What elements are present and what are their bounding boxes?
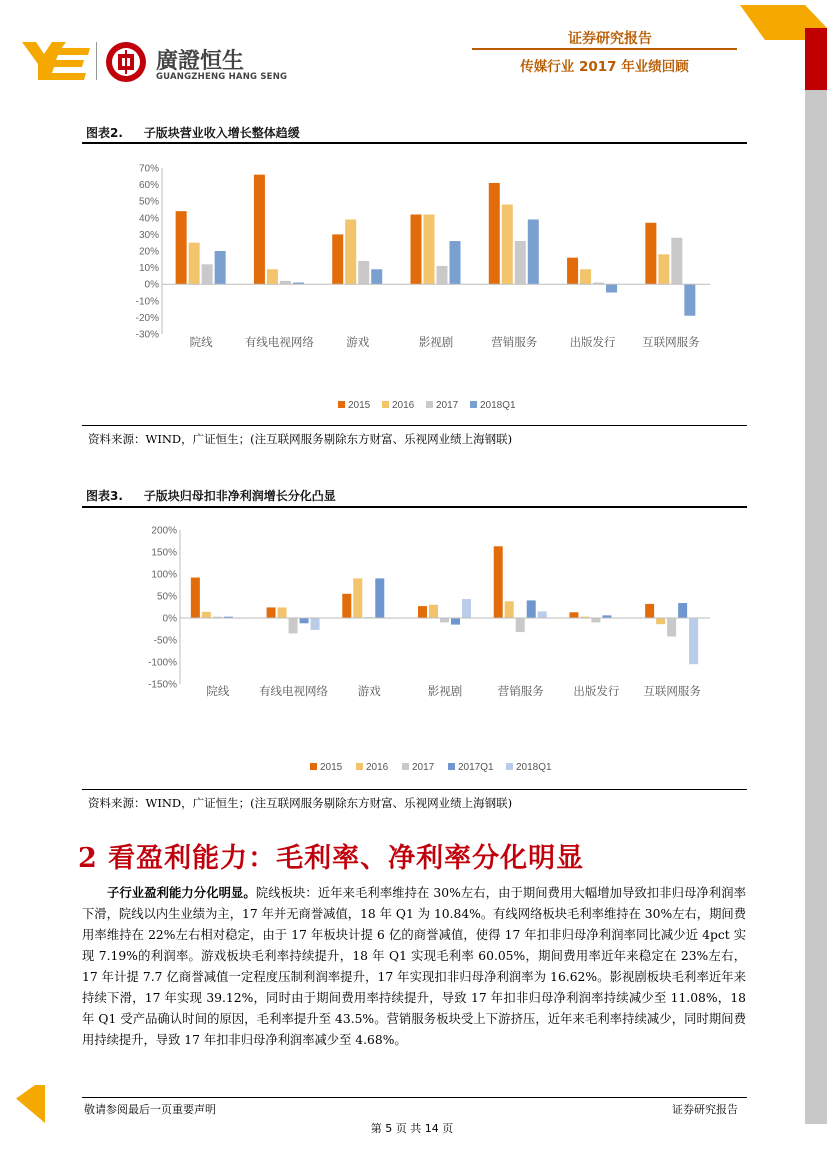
y-tick-label: 0%: [162, 613, 177, 625]
y-tick-label: -20%: [135, 312, 159, 324]
legend-label: 2017: [412, 762, 435, 773]
bar-2017: [440, 618, 449, 622]
legend-swatch-2018Q1: [506, 763, 513, 770]
bar-2016: [580, 269, 591, 284]
footer-disclaimer: 敬请参阅最后一页重要声明: [84, 1103, 216, 1116]
legend-label: 2017Q1: [458, 762, 494, 773]
figure3-source: 资料来源：WIND，广证恒生；(注互联网服务剔除东方财富、乐视网业绩上海钢联): [88, 796, 513, 810]
bar-2015: [418, 606, 427, 618]
bar-2015: [267, 607, 276, 618]
y-tick-label: 50%: [156, 591, 177, 603]
legend-swatch-2016: [382, 401, 389, 408]
legend-label: 2018Q1: [516, 762, 552, 773]
figure2-chart: [82, 150, 747, 422]
bar-2015: [332, 234, 343, 284]
y-tick-label: 200%: [151, 525, 177, 537]
side-bar: [805, 88, 827, 1124]
category-label: 出版发行: [573, 684, 620, 698]
bar-2016: [656, 618, 665, 624]
figure3-top-rule: [82, 506, 747, 508]
bar-2015: [411, 214, 422, 284]
bar-2017: [202, 264, 213, 284]
y-tick-label: -30%: [135, 329, 159, 341]
category-label: 有线电视网络: [244, 335, 314, 349]
y-tick-label: 100%: [151, 569, 177, 581]
legend-label: 2015: [320, 762, 343, 773]
bar-2016: [658, 254, 669, 284]
bar-2016: [424, 214, 435, 284]
category-label: 影视剧: [427, 684, 463, 698]
figure2-top-rule: [82, 142, 747, 144]
bar-2018Q1: [528, 219, 539, 284]
category-label: 游戏: [357, 684, 381, 698]
legend-swatch-2015: [310, 763, 317, 770]
bar-2018Q1: [450, 241, 461, 284]
bar-2017Q1: [678, 603, 687, 618]
bar-2018Q1: [462, 599, 471, 618]
category-label: 游戏: [346, 335, 370, 349]
y-tick-label: -10%: [135, 296, 159, 308]
y-tick-label: 150%: [151, 547, 177, 559]
bar-2017Q1: [451, 618, 460, 625]
category-label: 出版发行: [569, 335, 616, 349]
category-label: 互联网服务: [642, 335, 700, 349]
y-tick-label: 40%: [138, 213, 159, 225]
legend-swatch-2018Q1: [470, 401, 477, 408]
legend-label: 2015: [348, 400, 371, 411]
y-tick-label: -150%: [148, 679, 177, 691]
corner-decoration-top-right: [735, 0, 827, 90]
bar-2016: [278, 607, 287, 618]
figure2-title: 图表2. 子版块营业收入增长整体趋缓: [86, 126, 300, 140]
bar-2015: [254, 175, 265, 285]
bar-2018Q1: [538, 611, 547, 618]
bar-2017: [358, 261, 369, 284]
y-tick-label: 50%: [138, 196, 159, 208]
bar-2015: [569, 612, 578, 618]
bar-2018Q1: [311, 618, 320, 630]
bar-2018Q1: [215, 251, 226, 284]
bar-2015: [645, 223, 656, 284]
category-label: 院线: [206, 684, 230, 698]
category-label: 有线电视网络: [259, 684, 329, 698]
figure2-bottom-rule: [82, 425, 747, 426]
category-label: 影视剧: [418, 335, 454, 349]
bar-2016: [353, 578, 362, 618]
figure3-bottom-rule: [82, 789, 747, 790]
y-tick-label: 0%: [144, 279, 159, 291]
legend-label: 2016: [366, 762, 389, 773]
corner-decoration-bottom-left: [0, 1085, 45, 1125]
bar-2015: [494, 546, 503, 618]
legend-swatch-2017Q1: [448, 763, 455, 770]
legend-label: 2018Q1: [480, 400, 516, 411]
bar-2018Q1: [684, 284, 695, 316]
bar-2016: [505, 601, 514, 618]
legend-swatch-2016: [356, 763, 363, 770]
legend-swatch-2017: [426, 401, 433, 408]
bar-2016: [202, 612, 211, 618]
category-label: 院线: [189, 335, 213, 349]
body-lead: 子行业盈利能力分化明显。: [107, 885, 256, 900]
logo-english-name: GUANGZHENG HANG SENG: [156, 72, 288, 82]
bar-2016: [267, 269, 278, 284]
category-label: 营销服务: [491, 335, 538, 349]
bar-2015: [489, 183, 500, 284]
legend-swatch-2017: [402, 763, 409, 770]
y-tick-label: 10%: [138, 263, 159, 275]
bar-2016: [502, 205, 513, 285]
bar-2017: [671, 238, 682, 284]
header-report-type: 证券研究报告: [568, 31, 652, 47]
legend-label: 2017: [436, 400, 459, 411]
bar-2017: [667, 618, 676, 636]
bar-2017Q1: [375, 578, 384, 618]
logo-chinese-name: 廣證恒生: [156, 49, 245, 74]
bar-2017: [437, 266, 448, 284]
bar-2017: [289, 618, 298, 633]
y-tick-label: 70%: [138, 163, 159, 175]
y-tick-label: 20%: [138, 246, 159, 258]
bar-2017Q1: [527, 600, 536, 618]
y-tick-label: 30%: [138, 229, 159, 241]
header-rule: [472, 48, 737, 50]
header-logo: [22, 38, 292, 88]
y-tick-label: 60%: [138, 180, 159, 192]
header-report-title: 传媒行业 2017 年业绩回顾: [520, 59, 689, 75]
footer-rule: [82, 1097, 747, 1098]
section-heading: 2 看盈利能力：毛利率、净利率分化明显: [78, 843, 585, 874]
figure2-source: 资料来源：WIND，广证恒生；(注互联网服务剔除东方财富、乐视网业绩上海钢联): [88, 432, 513, 446]
footer-page-number: 第 5 页 共 14 页: [370, 1122, 454, 1135]
bar-2018Q1: [606, 284, 617, 292]
y-tick-label: -100%: [148, 657, 177, 669]
bar-2018Q1: [689, 618, 698, 664]
figure3-chart: [82, 514, 747, 786]
bar-2017: [591, 618, 600, 622]
bar-2016: [189, 243, 200, 285]
bar-2015: [342, 594, 351, 618]
red-seal-logo-icon: [104, 40, 148, 84]
category-label: 互联网服务: [643, 684, 701, 698]
bar-2015: [176, 211, 187, 284]
yellow-ye-logo-icon: [22, 42, 90, 80]
footer-report-type: 证券研究报告: [672, 1103, 738, 1116]
bar-2015: [567, 258, 578, 285]
bar-2015: [191, 578, 200, 618]
bar-2017Q1: [300, 618, 309, 623]
body-text: 院线板块：近年来毛利率维持在 30%左右，由于期间费用大幅增加导致扣非归母净利润率下滑，院线以内生业绩为主，17 年并无商誉减值，18 年 Q1 为 10.84%。有线网络板块毛利率维持在 30%左右，期间费用率维持在 22%左右相对稳定，由于 17 年板块计提 6 亿的商誉减值，使得 17 年扣非归母净利润率同比减少近 4pct 实现 7.19%的利润率。游戏板块毛利率持续提升，18 年 Q1 实现毛利率 60.05%，期间费用率近年来稳定在 23%左右，17 年计提 7.7 亿商誉减值一定程度压制利润率提升，17 年实现扣非归母净利润率为 16.62%。影视剧板块毛利率近年来持续下滑，17 年实现 39.12%，同时由于期间费用率持续提升，导致 17 年扣非归母净利润率持续减少至 11.08%，18 年 Q1 受产品确认时间的原因，毛利率提升至 43.5%。营销服务板块受上下游挤压，近年来毛利率持续减少，同时期间费用持续提升，导致 17 年扣非归母净利润率减少至 4.68%。: [82, 886, 746, 1047]
legend-label: 2016: [392, 400, 415, 411]
figure3-title: 图表3. 子版块归母扣非净利润增长分化凸显: [86, 489, 336, 503]
bar-2017: [516, 618, 525, 632]
bar-2017: [515, 241, 526, 284]
legend-swatch-2015: [338, 401, 345, 408]
bar-2016: [345, 219, 356, 284]
bar-2016: [429, 605, 438, 618]
category-label: 营销服务: [497, 684, 544, 698]
y-tick-label: -50%: [153, 635, 177, 647]
logo-divider: [96, 42, 97, 80]
bar-2018Q1: [371, 269, 382, 284]
bar-2015: [645, 604, 654, 618]
body-paragraph: [82, 882, 746, 1051]
